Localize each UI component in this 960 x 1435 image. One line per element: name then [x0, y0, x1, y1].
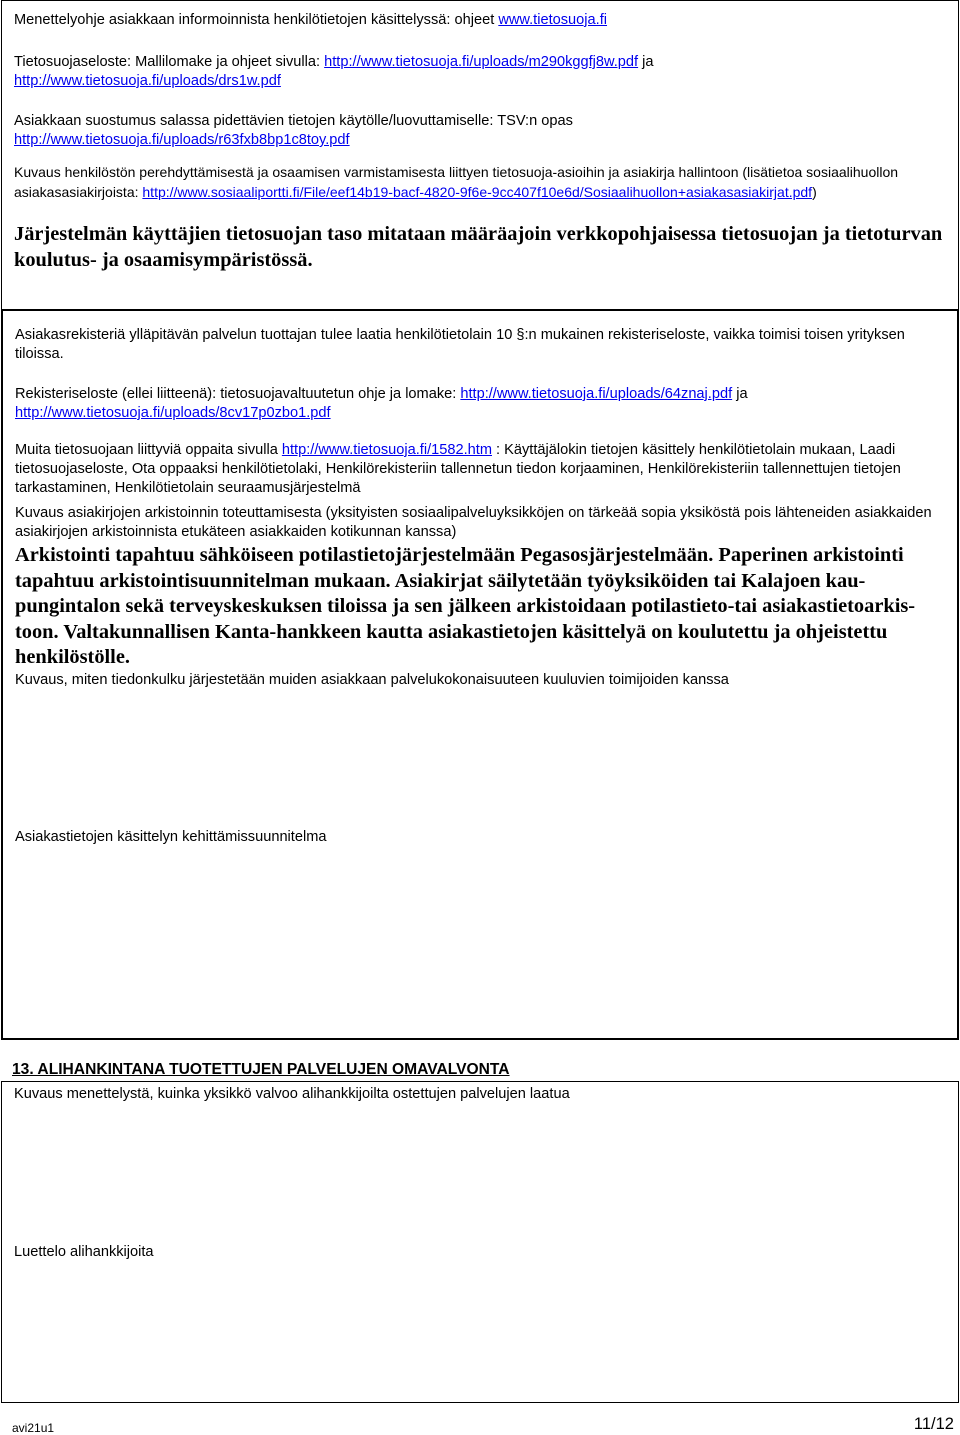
section-13-heading: 13. ALIHANKINTANA TUOTETTUJEN PALVELUJEN OMAVALVONTA	[12, 1061, 510, 1078]
register-form-link[interactable]: http://www.tietosuoja.fi/uploads/64znaj.pdf	[460, 386, 733, 402]
info-box-1	[1, 0, 959, 310]
guides-link[interactable]: http://www.tietosuoja.fi/1582.htm	[281, 442, 492, 458]
development-plan-label: Asiakastietojen käsittelyn kehittämissuunnitelma	[15, 829, 327, 845]
information-flow-label: Kuvaus, miten tiedonkulku järjestetään muiden asiakkaan palvelukokonaisuuteen kuuluvien toimijoiden kanssa	[15, 672, 729, 688]
records-link[interactable]: http://www.sosiaaliportti.fi/File/eef14b19-bacf-4820-9f6e-9cc407f10e6d/Sosiaalihuollon+asiakasasiakirjat.pdf	[142, 184, 813, 200]
guidance-line: Menettelyohje asiakkaan informoinnista henkilötietojen käsittelyssä: ohjeet www.tietosuoja.fi	[14, 12, 608, 28]
register-statement-line: Rekisteriseloste (ellei liitteenä): tietosuojavaltuutetun ohje ja lomake: http://www.tietosuoja.fi/uploads/64znaj.pdf ja http://www.tietosuoja.fi/uploads/8cv17p0zbo1.pdf	[15, 386, 748, 421]
consent-guide-link[interactable]: http://www.tietosuoja.fi/uploads/r63fxb8bp1c8toy.pdf	[14, 132, 350, 148]
subcontract-monitoring-label: Kuvaus menettelystä, kuinka yksikkö valvoo alihankkijoilta ostettujen palvelujen laatua	[14, 1086, 570, 1102]
subcontracting-box	[1, 1081, 959, 1403]
page-number: 11/12	[913, 1415, 954, 1433]
archiving-answer: Arkistointi tapahtuu sähköiseen potilastietojärjestelmään Pegasosjärjestelmään. Paperinen arkistointi tapahtuu arkistointisuunnitelman mukaan. Asiakirjat säilytetään työyksiköiden tai Kalajoen kau-pungintalon sekä terveyskeskuksen tiloissa ja sen jälkeen arkistoidaan potilastieto-tai asiakastietoarkis-toon. Valtakunnallisen Kanta-hankkeen kautta asiakastietojen käsittelyä on koulutettu ja ohjeistettu henkilöstölle.	[15, 544, 916, 668]
form-code: avi21u1	[12, 1421, 55, 1435]
privacy-statement-line: Tietosuojaseloste: Mallilomake ja ohjeet sivulla: http://www.tietosuoja.fi/uploads/m290kggfj8w.pdf ja http://www.tietosuoja.fi/uploads/drs1w.pdf	[14, 54, 654, 89]
form-link[interactable]: http://www.tietosuoja.fi/uploads/m290kggfj8w.pdf	[324, 54, 639, 70]
info-box-2	[1, 310, 959, 1040]
guidance-link[interactable]: www.tietosuoja.fi	[498, 12, 608, 28]
subcontractor-list-label: Luettelo alihankkijoita	[14, 1244, 154, 1260]
staff-orientation-line: Kuvaus henkilöstön perehdyttämisestä ja osaamisen varmistamisesta liittyen tietosuoja-asioihin ja asiakirja hallintoon (lisätietoa sosiaalihuollon asiakasasiakirjoista: http://www.sosiaaliportti.fi/File/eef14b19-bacf-4820-9f6e-9cc407f10e6d/Sosiaalihuollon+asiakasasiakirjat.pdf)	[14, 164, 899, 200]
instructions-link[interactable]: http://www.tietosuoja.fi/uploads/drs1w.pdf	[14, 73, 281, 89]
register-guide-link[interactable]: http://www.tietosuoja.fi/uploads/8cv17p0zbo1.pdf	[15, 405, 331, 421]
archiving-description: Kuvaus asiakirjojen arkistoinnin toteuttamisesta (yksityisten sosiaalipalveluyksikköjen on tärkeää sopia yksiköstä pois lähteneiden asiakkaiden asiakirjojen arkistoinnista etukäteen asiakkaiden kotikunnan kanssa)	[15, 505, 932, 540]
register-requirement-text: Asiakasrekisteriä ylläpitävän palvelun tuottajan tulee laatia henkilötietolain 10 §:n mukainen rekisteriseloste, vaikka toimisi toisen yrityksen tiloissa.	[15, 327, 905, 362]
consent-line: Asiakkaan suostumus salassa pidettävien tietojen käytölle/luovuttamiselle: TSV:n opas http://www.tietosuoja.fi/uploads/r63fxb8bp1c8toy.pdf	[14, 113, 573, 148]
staff-orientation-answer: Järjestelmän käyttäjien tietosuojan taso mitataan määräajoin verkkopohjaisessa tietosuojan ja tietoturvan koulutus- ja osaamisympäristössä.	[14, 223, 943, 271]
other-guides-line: Muita tietosuojaan liittyviä oppaita sivulla http://www.tietosuoja.fi/1582.htm : Käyttäjälokin tietojen käsittely henkilötietolain mukaan, Laadi tietosuojaseloste, Ota oppaaksi henkilötietolaki, Henkilörekisteriin tallennetun tiedon korjaaminen, Henkilörekisteriin tallennettujen tietojen tarkastaminen, Henkilötietolain seuraamusjärjestelmä	[15, 442, 901, 496]
